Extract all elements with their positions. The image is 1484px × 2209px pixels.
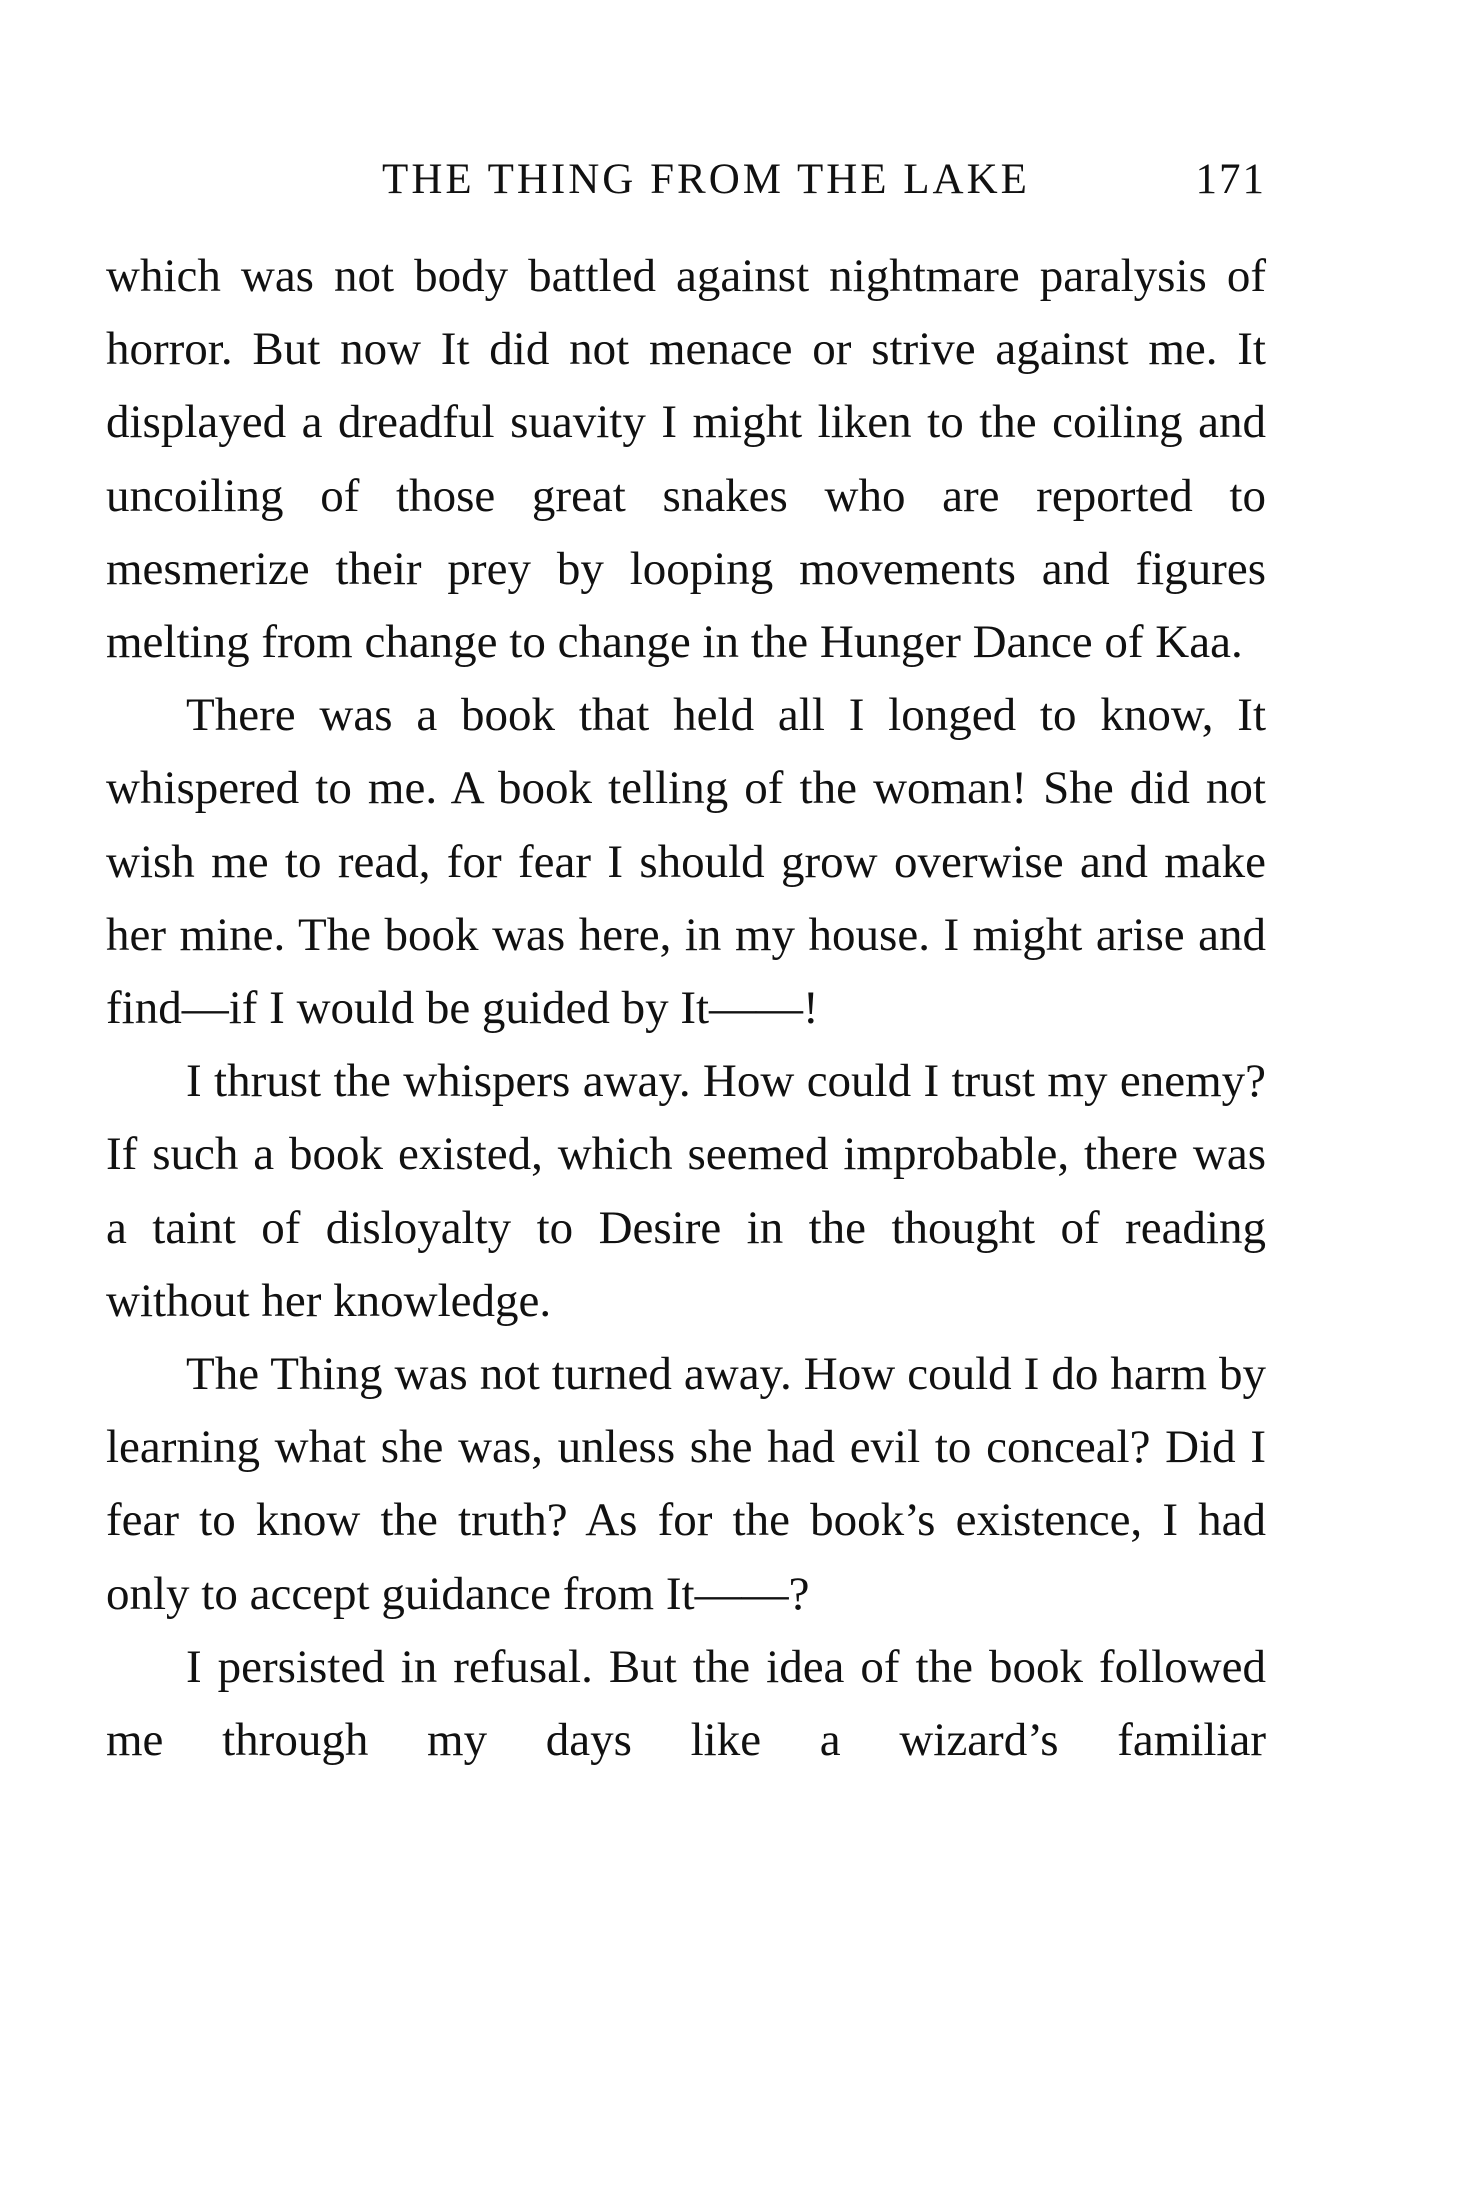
page-number: 171 (1195, 156, 1266, 203)
paragraph-continued: which was not body battled against nightmare paralysis of horror. But now It did not menace or strive against me. It displayed a dreadful suavity I might liken to the coiling and uncoiling of those great snakes who are reported to mesmerize their prey by looping movements and figures melting from change to change in the Hunger Dance of Kaa. (106, 250, 1266, 669)
paragraph: I persisted in refusal. But the idea of the book followed me through my days like a wizard’s familiar (106, 1640, 1266, 1767)
running-head (106, 150, 1266, 210)
body-text (106, 240, 1266, 1777)
running-title: THE THING FROM THE LAKE (382, 156, 1030, 203)
paragraph: I thrust the whispers away. How could I trust my enemy? If such a book existed, which seemed improbable, there was a taint of disloyalty to Desire in the thought of reading without her knowledge. (106, 1055, 1266, 1327)
paragraph: There was a book that held all I longed to know, It whispered to me. A book telling of the woman! She did not wish me to read, for fear I should grow overwise and make her mine. The book was here, in my house. I might arise and find—if I would be guided by It——! (106, 689, 1266, 1035)
paragraph: The Thing was not turned away. How could I do harm by learning what she was, unless she had evil to conceal? Did I fear to know the truth? As for the book’s existence, I had only to accept guidance from It——? (106, 1348, 1266, 1620)
